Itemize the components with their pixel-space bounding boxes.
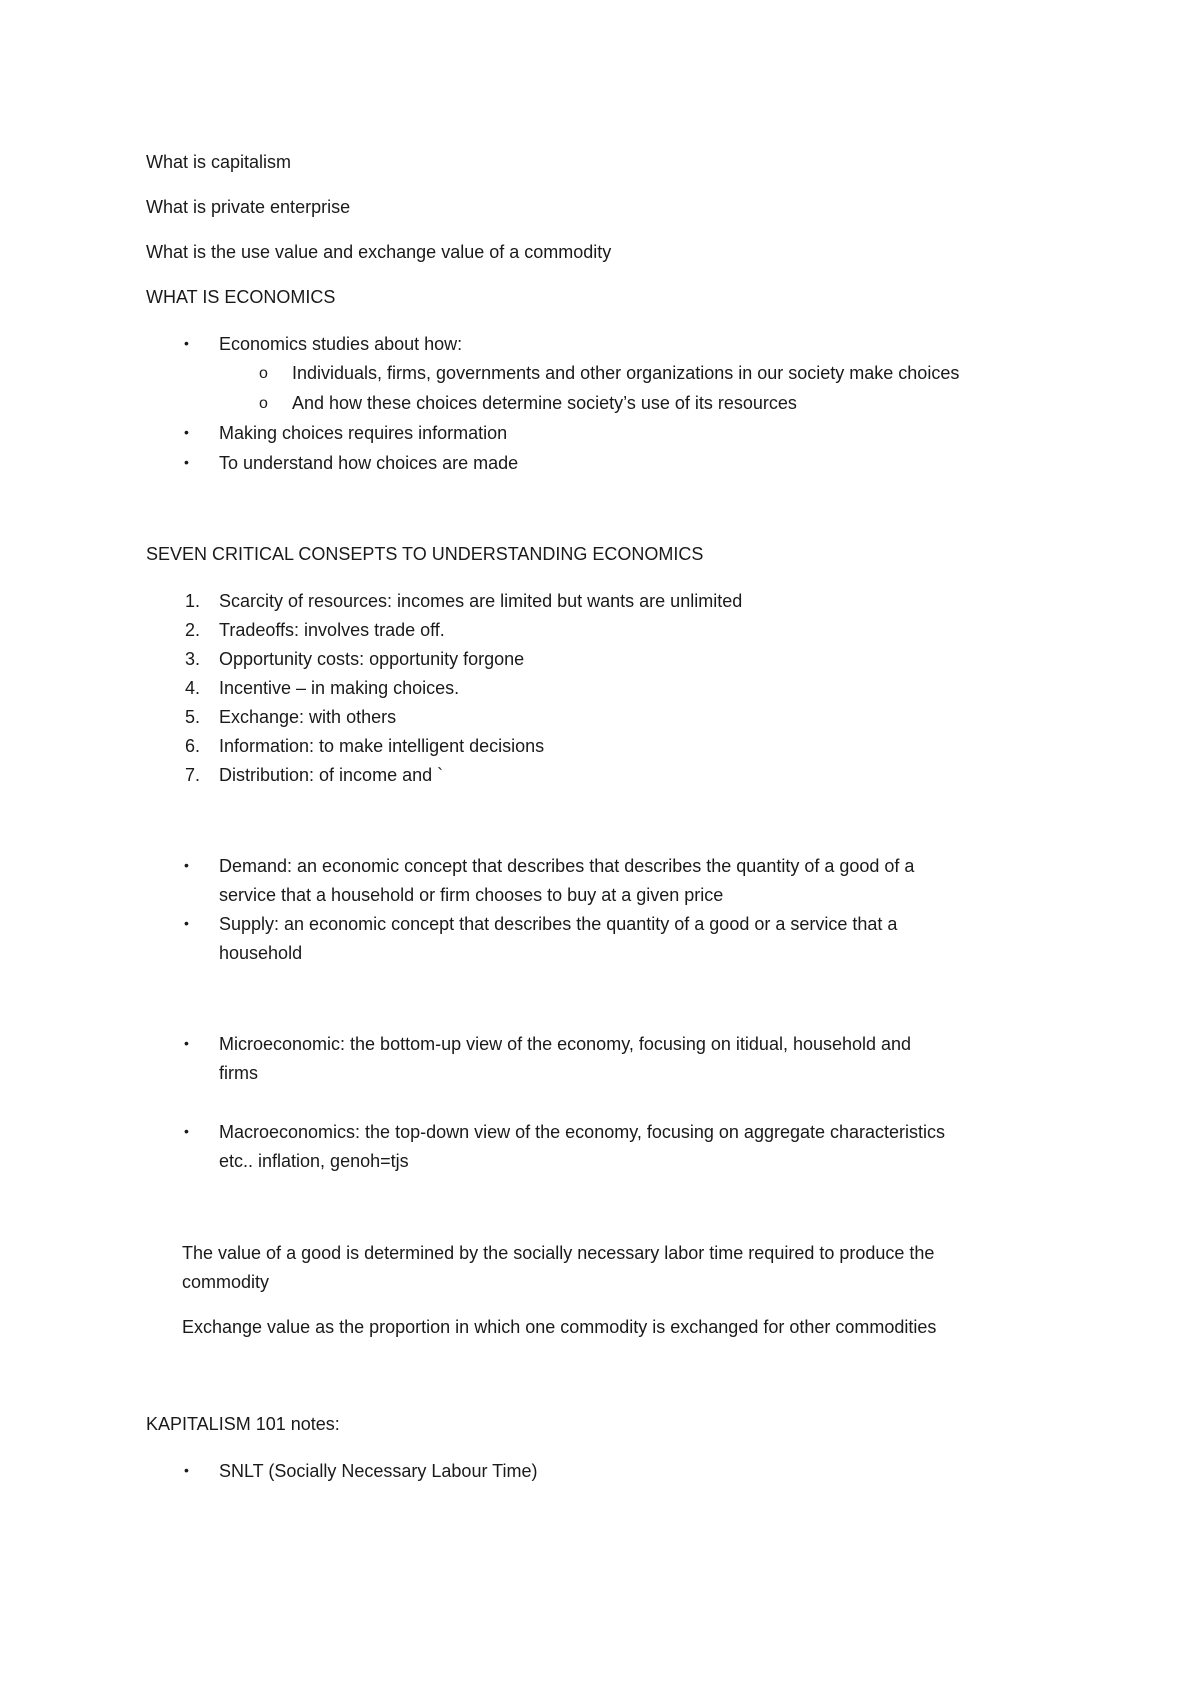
supply-text-line2: household (219, 943, 303, 963)
bullet-icon: • (184, 454, 189, 470)
list-number: 2. (184, 620, 200, 640)
demand-text-line1: Demand: an economic concept that describes that describes the quantity of a good of a (219, 856, 915, 876)
question-use-exchange-value: What is the use value and exchange value of a commodity (146, 242, 612, 262)
bullet-icon: • (184, 915, 189, 931)
concept-item: Incentive – in making choices. (219, 678, 460, 698)
economics-item-studies: Economics studies about how: (219, 334, 463, 354)
bullet-icon: • (184, 1123, 189, 1139)
sub-bullet-icon: o (259, 365, 268, 382)
bullet-icon: • (184, 1462, 189, 1478)
economics-subitem-choices: And how these choices determine society’s use of its resources (292, 393, 797, 413)
bullet-icon: • (184, 335, 189, 351)
exchange-value-paragraph: Exchange value as the proportion in which one commodity is exchanged for other commodities (182, 1317, 937, 1337)
bullet-icon: • (184, 424, 189, 440)
demand-text-line2: service that a household or firm chooses to buy at a given price (219, 885, 724, 905)
concept-item: Opportunity costs: opportunity forgone (219, 649, 525, 669)
sub-bullet-icon: o (259, 395, 268, 412)
heading-seven-concepts: SEVEN CRITICAL CONSEPTS TO UNDERSTANDING ECONOMICS (146, 544, 704, 564)
microeconomic-text-line2: firms (219, 1063, 258, 1083)
bullet-icon: • (184, 1035, 189, 1051)
list-number: 4. (184, 678, 200, 698)
list-number: 1. (184, 591, 200, 611)
macroeconomics-text-line2: etc.. inflation, genoh=tjs (219, 1151, 409, 1171)
concept-item: Distribution: of income and ` (219, 765, 444, 785)
concept-item: Tradeoffs: involves trade off. (219, 620, 445, 640)
concept-item: Scarcity of resources: incomes are limited but wants are unlimited (219, 591, 743, 611)
list-number: 7. (184, 765, 200, 785)
list-number: 6. (184, 736, 200, 756)
concept-item: Exchange: with others (219, 707, 397, 727)
economics-item-understand: To understand how choices are made (219, 453, 519, 473)
question-capitalism: What is capitalism (146, 152, 292, 172)
concept-item: Information: to make intelligent decisions (219, 736, 545, 756)
value-paragraph-line1: The value of a good is determined by the socially necessary labor time required to produce the (182, 1243, 935, 1263)
list-number: 5. (184, 707, 200, 727)
list-number: 3. (184, 649, 200, 669)
value-paragraph-line2: commodity (182, 1272, 270, 1292)
supply-text-line1: Supply: an economic concept that describes the quantity of a good or a service that a (219, 914, 898, 934)
heading-what-is-economics: WHAT IS ECONOMICS (146, 287, 336, 307)
macroeconomics-text-line1: Macroeconomics: the top-down view of the economy, focusing on aggregate characteristics (219, 1122, 946, 1142)
heading-kapitalism-notes: KAPITALISM 101 notes: (146, 1414, 340, 1434)
economics-item-information: Making choices requires information (219, 423, 508, 443)
bullet-icon: • (184, 857, 189, 873)
economics-subitem-individuals: Individuals, firms, governments and other organizations in our society make choices (292, 363, 960, 383)
microeconomic-text-line1: Microeconomic: the bottom-up view of the economy, focusing on itidual, household and (219, 1034, 912, 1054)
question-private-enterprise: What is private enterprise (146, 197, 351, 217)
kapitalism-item-snlt: SNLT (Socially Necessary Labour Time) (219, 1461, 538, 1481)
